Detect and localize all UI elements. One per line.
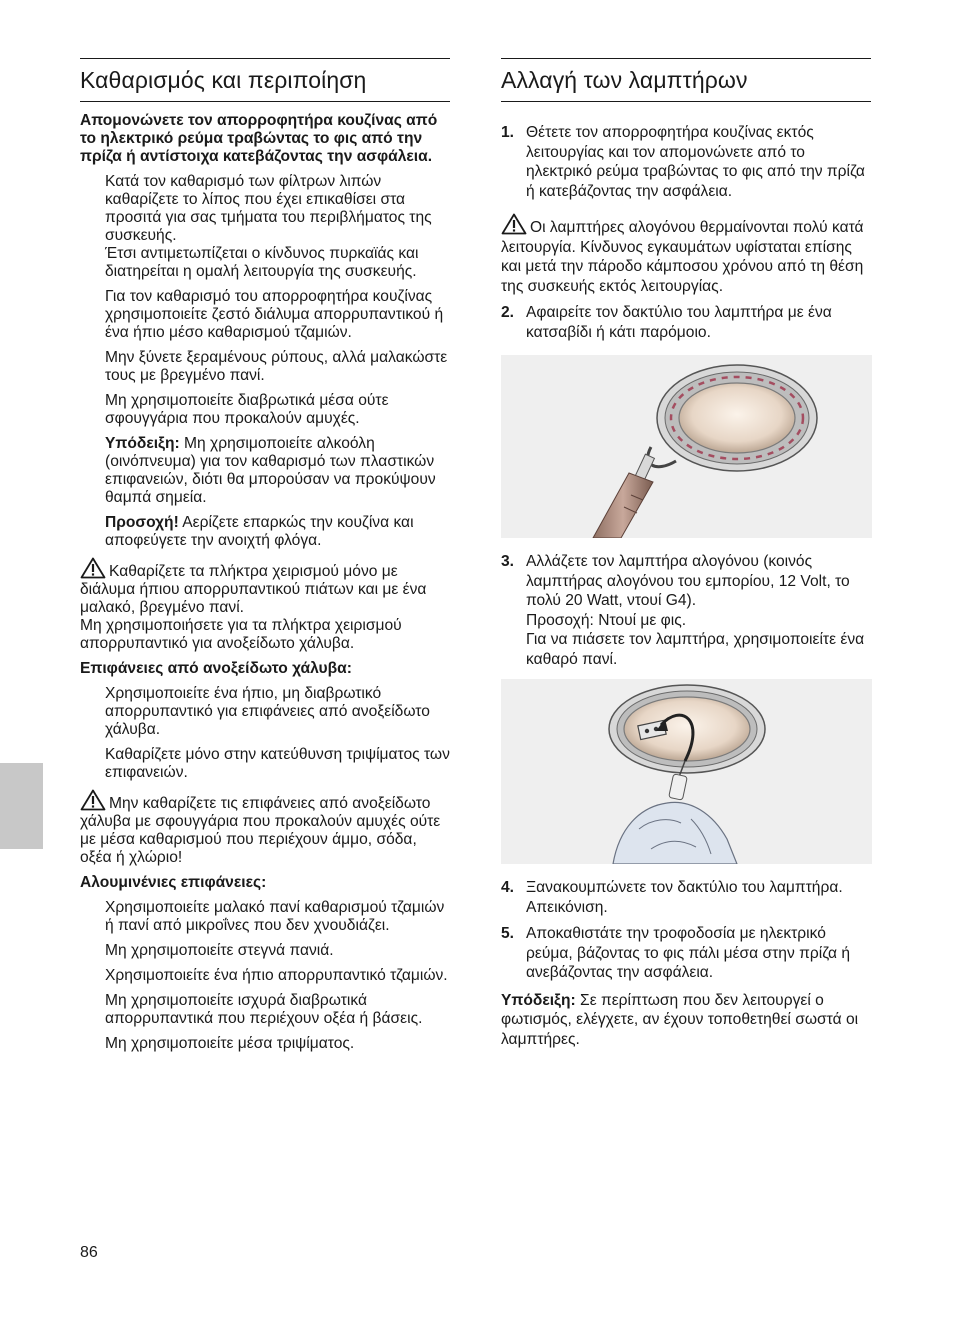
hint-label: Υπόδειξη:: [501, 991, 576, 1009]
hint-text: Μη χρησιμοποιείτε αλκοόλη (οινόπνευμα) για τον καθαρισμό των πλαστικών επιφανειών, διότι θα μπορούσαν να προκύψουν θαμπά σημεία.: [105, 435, 436, 506]
step-4: [501, 878, 871, 917]
step-number: 5.: [501, 925, 515, 942]
step-number: 2.: [501, 304, 515, 321]
aluminium-item: Χρησιμοποιείτε μαλακό πανί καθαρισμού τζαμιών ή πανί από μικροΐνες που δεν χνουδιάζει.: [105, 899, 445, 934]
step-2: [501, 303, 871, 342]
step-number: 4.: [501, 879, 515, 896]
warning-triangle-icon: [80, 789, 106, 811]
cleaning-heading-rule: [80, 58, 450, 102]
step-3-text-b: Προσοχή: Ντουί με φις.: [526, 611, 687, 629]
aluminium-heading: Αλουμινένιες επιφάνειες:: [80, 874, 267, 891]
controls-warning-text-2: Μη χρησιμοποιήσετε για τα πλήκτρα χειρισμού απορρυπαντικό για ανοξείδωτο χάλυβα.: [80, 617, 402, 652]
hot-lamp-warning-text: Οι λαμπτήρες αλογόνου θερμαίνονται πολύ κατά λειτουργία. Κίνδυνος εγκαυμάτων υφίσταται επίσης και μετά την πάροδο κάμποσου χρόνου από τη θέση της συσκευής εκτός λειτουργίας.: [501, 219, 864, 295]
detergent-paragraph: Για τον καθαρισμό του απορροφητήρα κουζίνας χρησιμοποιείτε ζεστό διάλυμα απορρυπαντικού ή ένα ήπιο μέσο καθαρισμού τζαμιών.: [105, 288, 444, 341]
alcohol-hint: [105, 435, 450, 507]
step-3: [501, 552, 871, 669]
step-number: 1.: [501, 124, 515, 141]
figure-replace-bulb: [501, 679, 872, 864]
steel-heading: Επιφάνειες από ανοξείδωτο χάλυβα:: [80, 660, 352, 677]
step-text: Αποκαθιστάτε την τροφοδοσία με ηλεκτρικό ρεύμα, βάζοντας το φις πάλι μέσα στην πρίζα ή ανεβάζοντας την ασφάλεια.: [526, 925, 851, 981]
steel-item: Καθαρίζετε μόνο στην κατεύθυνση τριψίματος των επιφανειών.: [105, 746, 450, 781]
cleaning-section: [80, 58, 450, 1060]
aluminium-item: Χρησιμοποιείτε ένα ήπιο απορρυπαντικό τζαμιών.: [105, 967, 448, 984]
hint-label: Υπόδειξη:: [105, 435, 180, 452]
cleaning-instructions: [80, 173, 450, 550]
caution-label: Προσοχή!: [105, 514, 179, 531]
fire-risk-text: Έτσι αντιμετωπίζεται ο κίνδυνος πυρκαϊάς και διατηρείται η ομαλή λειτουργία της συσκευής.: [105, 245, 419, 280]
steel-warning: [80, 789, 450, 867]
step-3-text-c: Για να πιάσετε τον λαμπτήρα, χρησιμοποιείτε ένα καθαρό πανί.: [526, 631, 865, 668]
steel-item: Χρησιμοποιείτε ένα ήπιο, μη διαβρωτικό απορρυπαντικό για επιφάνειες από ανοξείδωτο χάλυβα.: [105, 685, 430, 738]
scraping-paragraph: Μην ξύνετε ξεραμένους ρύπους, αλλά μαλακώστε τους με βρεγμένο πανί.: [105, 349, 448, 384]
steel-warning-text: Μην καθαρίζετε τις επιφάνειες από ανοξείδωτο χάλυβα με σφουγγάρια που προκαλούν αμυχές ούτε με μέσα καθαρισμού που περιέχουν άμμο, σόδα, οξέα ή χλώριο!: [80, 795, 441, 866]
ring-screwdriver-illustration: [501, 355, 872, 538]
lighting-hint: [501, 991, 871, 1050]
step-text: Αφαιρείτε τον δακτύλιο του λαμπτήρα με ένα κατσαβίδι ή κάτι παρόμοιο.: [526, 304, 832, 341]
abrasive-paragraph: Μη χρησιμοποιείτε διαβρωτικά μέσα ούτε σφουγγάρια που προκαλούν αμυχές.: [105, 392, 389, 427]
hot-lamp-warning: [501, 213, 871, 296]
step-3-text-a: Αλλάζετε τον λαμπτήρα αλογόνου (κοινός λαμπτήρας αλογόνου του εμπορίου, 12 Volt, το πολύ 20 Watt, ντουί G4).: [526, 553, 850, 609]
warning-triangle-icon: [501, 213, 527, 235]
controls-warning-text: Καθαρίζετε τα πλήκτρα χειρισμού μόνο με διάλυμα ήπιου απορρυπαντικού πιάτων και με ένα μαλακό, βρεγμένο πανί.: [80, 563, 427, 616]
warning-triangle-icon: [80, 557, 106, 579]
step-text: Θέτετε τον απορροφητήρα κουζίνας εκτός λειτουργίας και τον απομονώνετε από το ηλεκτρικό ρεύμα τραβώντας το φις από την πρίζα ή κατεβάζοντας την ασφάλεια.: [526, 124, 865, 200]
step-1: [501, 123, 871, 201]
step-number: 3.: [501, 553, 515, 570]
grease-text: Κατά τον καθαρισμό των φίλτρων λιπών καθαρίζετε το λίπος που έχει επικαθίσει στα προσιτά για σας τμήματα του περιβλήματος της συσκευής.: [105, 173, 432, 244]
steel-instructions: [80, 685, 450, 782]
grease-paragraph: [105, 173, 450, 281]
caution-text: Αερίζετε επαρκώς την κουζίνα και αποφεύγετε την ανοιχτή φλόγα.: [105, 514, 414, 549]
lamp-heading-rule: [501, 58, 871, 102]
aluminium-item: Μη χρησιμοποιείτε μέσα τριψίματος.: [105, 1035, 355, 1052]
ventilation-caution: [105, 514, 450, 550]
aluminium-item: Μη χρησιμοποιείτε στεγνά πανιά.: [105, 942, 334, 959]
step-text: Ξανακουμπώνετε τον δακτύλιο του λαμπτήρα. Απεικόνιση.: [526, 879, 843, 916]
figure-remove-ring: [501, 355, 872, 538]
hint-text: Σε περίπτωση που δεν λειτουργεί ο φωτισμός, ελέγχετε, αν έχουν τοποθετηθεί σωστά οι λαμπτήρες.: [501, 991, 859, 1048]
side-tab-marker: [0, 763, 43, 849]
page-number: 86: [80, 1244, 98, 1261]
controls-warning: [80, 557, 450, 653]
aluminium-instructions: [80, 899, 450, 1053]
lamp-heading: Αλλαγή των λαμπτήρων: [501, 67, 748, 93]
bulb-replacement-illustration: [501, 679, 872, 864]
step-5: [501, 924, 871, 983]
aluminium-item: Μη χρησιμοποιείτε ισχυρά διαβρωτικά απορρυπαντικά που περιέχουν οξέα ή βάσεις.: [105, 992, 423, 1027]
step-text: [526, 552, 871, 669]
cleaning-heading: Καθαρισμός και περιποίηση: [80, 67, 367, 93]
lamp-replacement-section: [501, 58, 871, 1056]
disconnect-warning: Απομονώνετε τον απορροφητήρα κουζίνας από το ηλεκτρικό ρεύμα τραβώντας το φις από την πρίζα ή αντίστοιχα κατεβάζοντας την ασφάλεια.: [80, 112, 438, 165]
